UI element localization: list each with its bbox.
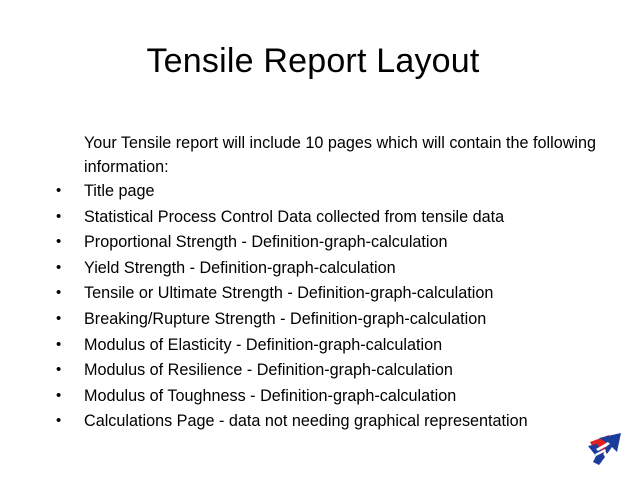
bullet-text: Modulus of Toughness - Definition-graph-calculation [84,386,457,405]
bullet-marker: • [56,233,62,251]
bullet-text: Proportional Strength - Definition-graph-calculation [84,233,448,252]
slide-title: Tensile Report Layout [146,42,480,80]
bullet-text: Yield Strength - Definition-graph-calculation [84,258,396,277]
bullet-marker: • [56,309,62,327]
bullet-marker: • [56,182,62,199]
bullet-text: Statistical Process Control Data collected from tensile data [84,207,505,226]
bullet-marker: • [56,361,62,379]
bullet-marker: • [56,335,62,353]
intro-text: Your Tensile report will include 10 pages which will contain the following information: [84,134,596,176]
bullet-text: Tensile or Ultimate Strength - Definition-graph-calculation [84,284,494,303]
bullet-marker: • [56,386,62,404]
bullet-text: Modulus of Resilience - Definition-graph-calculation [84,361,453,380]
bullet-marker: • [56,412,62,430]
bullet-text: Title page [84,182,155,200]
corner-logo-icon [587,432,623,466]
bullet-text: Breaking/Rupture Strength - Definition-graph-calculation [84,309,487,328]
bullet-text: Modulus of Elasticity - Definition-graph-calculation [84,335,443,354]
bullet-marker: • [56,258,62,276]
bullet-marker: • [56,284,62,302]
bullet-marker: • [56,207,62,225]
bullet-text: Calculations Page - data not needing graphical representation [84,412,528,431]
